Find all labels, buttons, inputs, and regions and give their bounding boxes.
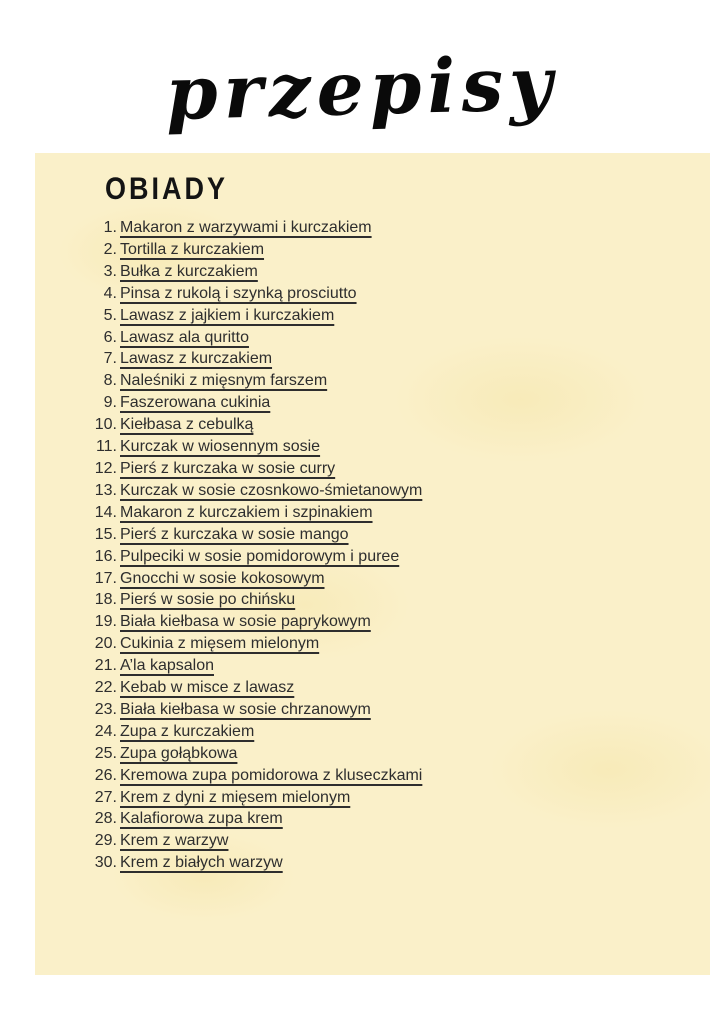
list-item-number: 22. <box>94 679 117 697</box>
list-item <box>91 502 710 524</box>
list-item-number: 20. <box>94 635 117 653</box>
list-item-number: 26. <box>94 766 117 784</box>
recipes-panel <box>35 153 710 975</box>
page-title: przepisy <box>164 40 560 138</box>
list-item <box>91 480 710 502</box>
recipe-link[interactable]: Krem z warzyw <box>120 832 229 850</box>
recipe-link[interactable]: Gnocchi w sosie kokosowym <box>120 569 325 587</box>
recipe-link[interactable]: Krem z białych warzyw <box>120 854 283 872</box>
list-item-number: 24. <box>94 722 117 740</box>
list-item-number: 4. <box>103 284 117 302</box>
list-item-number: 14. <box>94 503 117 521</box>
list-item <box>91 239 710 261</box>
list-item <box>91 765 710 787</box>
list-item <box>91 305 710 327</box>
recipe-link[interactable]: Lawasz ala quritto <box>120 328 249 346</box>
recipe-link[interactable]: Pinsa z rukolą i szynką prosciutto <box>120 284 357 302</box>
list-item <box>91 699 710 721</box>
recipe-link[interactable]: Zupa z kurczakiem <box>120 722 255 740</box>
recipe-link[interactable]: Pierś z kurczaka w sosie curry <box>120 459 336 477</box>
list-item-number: 17. <box>94 569 117 587</box>
recipe-link[interactable]: Kurczak w wiosennym sosie <box>120 438 321 456</box>
list-item-number: 25. <box>94 744 117 762</box>
list-item-number: 16. <box>94 547 117 565</box>
list-item <box>91 458 710 480</box>
list-item-number: 6. <box>103 328 117 346</box>
recipe-link[interactable]: Kebab w misce z lawasz <box>120 679 295 697</box>
recipe-link[interactable]: Cukinia z mięsem mielonym <box>120 635 320 653</box>
list-item-number: 23. <box>94 700 117 718</box>
list-item <box>91 787 710 809</box>
list-item <box>91 370 710 392</box>
recipe-link[interactable]: Makaron z warzywami i kurczakiem <box>120 219 372 236</box>
list-item-number: 12. <box>94 459 117 477</box>
recipe-link[interactable]: Kalafiorowa zupa krem <box>120 810 283 828</box>
list-item <box>91 546 710 568</box>
list-item-number: 21. <box>94 657 117 675</box>
list-item <box>91 261 710 283</box>
recipe-link[interactable]: A’la kapsalon <box>120 657 214 675</box>
list-item-number: 10. <box>94 416 117 434</box>
recipe-link[interactable]: Lawasz z jajkiem i kurczakiem <box>120 306 335 324</box>
list-item <box>91 611 710 633</box>
list-item-number: 7. <box>103 350 117 368</box>
list-item-number: 28. <box>94 810 117 828</box>
recipe-link[interactable]: Pierś w sosie po chińsku <box>120 591 296 609</box>
list-item <box>91 808 710 830</box>
list-item-number: 1. <box>103 219 117 236</box>
list-item-number: 5. <box>103 306 117 324</box>
list-item-number: 15. <box>94 525 117 543</box>
recipe-link[interactable]: Kurczak w sosie czosnkowo-śmietanowym <box>120 481 423 499</box>
list-item <box>91 436 710 458</box>
list-item-number: 29. <box>94 832 117 850</box>
recipe-link[interactable]: Bułka z kurczakiem <box>120 262 258 280</box>
list-item-number: 8. <box>103 372 117 390</box>
list-item <box>91 217 710 239</box>
recipe-link[interactable]: Biała kiełbasa w sosie chrzanowym <box>120 700 371 718</box>
list-item-number: 9. <box>103 394 117 412</box>
recipe-link[interactable]: Kiełbasa z cebulką <box>120 416 254 434</box>
list-item <box>91 677 710 699</box>
list-item <box>91 414 710 436</box>
recipe-link[interactable]: Biała kiełbasa w sosie paprykowym <box>120 613 371 631</box>
recipe-list <box>91 217 710 874</box>
section-heading: OBIADY <box>105 170 229 207</box>
recipe-link[interactable]: Faszerowana cukinia <box>120 394 271 412</box>
list-item <box>91 655 710 677</box>
recipe-link[interactable]: Pierś z kurczaka w sosie mango <box>120 525 349 543</box>
recipe-link[interactable]: Zupa gołąbkowa <box>120 744 238 762</box>
list-item <box>91 392 710 414</box>
list-item-number: 13. <box>94 481 117 499</box>
list-item <box>91 633 710 655</box>
list-item-number: 27. <box>94 788 117 806</box>
list-item <box>91 327 710 349</box>
list-item <box>91 830 710 852</box>
recipe-link[interactable]: Naleśniki z mięsnym farszem <box>120 372 328 390</box>
list-item-number: 18. <box>94 591 117 609</box>
recipe-link[interactable]: Kremowa zupa pomidorowa z kluseczkami <box>120 766 423 784</box>
recipe-link[interactable]: Tortilla z kurczakiem <box>120 240 265 258</box>
list-item <box>91 589 710 611</box>
list-item <box>91 721 710 743</box>
list-item <box>91 283 710 305</box>
list-item-number: 11. <box>95 438 117 456</box>
list-item-number: 2. <box>103 240 117 258</box>
list-item-number: 30. <box>94 854 117 872</box>
recipe-link[interactable]: Makaron z kurczakiem i szpinakiem <box>120 503 373 521</box>
list-item <box>91 568 710 590</box>
list-item <box>91 524 710 546</box>
recipe-link[interactable]: Lawasz z kurczakiem <box>120 350 273 368</box>
recipe-link[interactable]: Pulpeciki w sosie pomidorowym i puree <box>120 547 400 565</box>
list-item <box>91 852 710 874</box>
recipe-link[interactable]: Krem z dyni z mięsem mielonym <box>120 788 351 806</box>
list-item <box>91 348 710 370</box>
list-item-number: 19. <box>94 613 117 631</box>
list-item <box>91 743 710 765</box>
list-item-number: 3. <box>103 262 117 280</box>
